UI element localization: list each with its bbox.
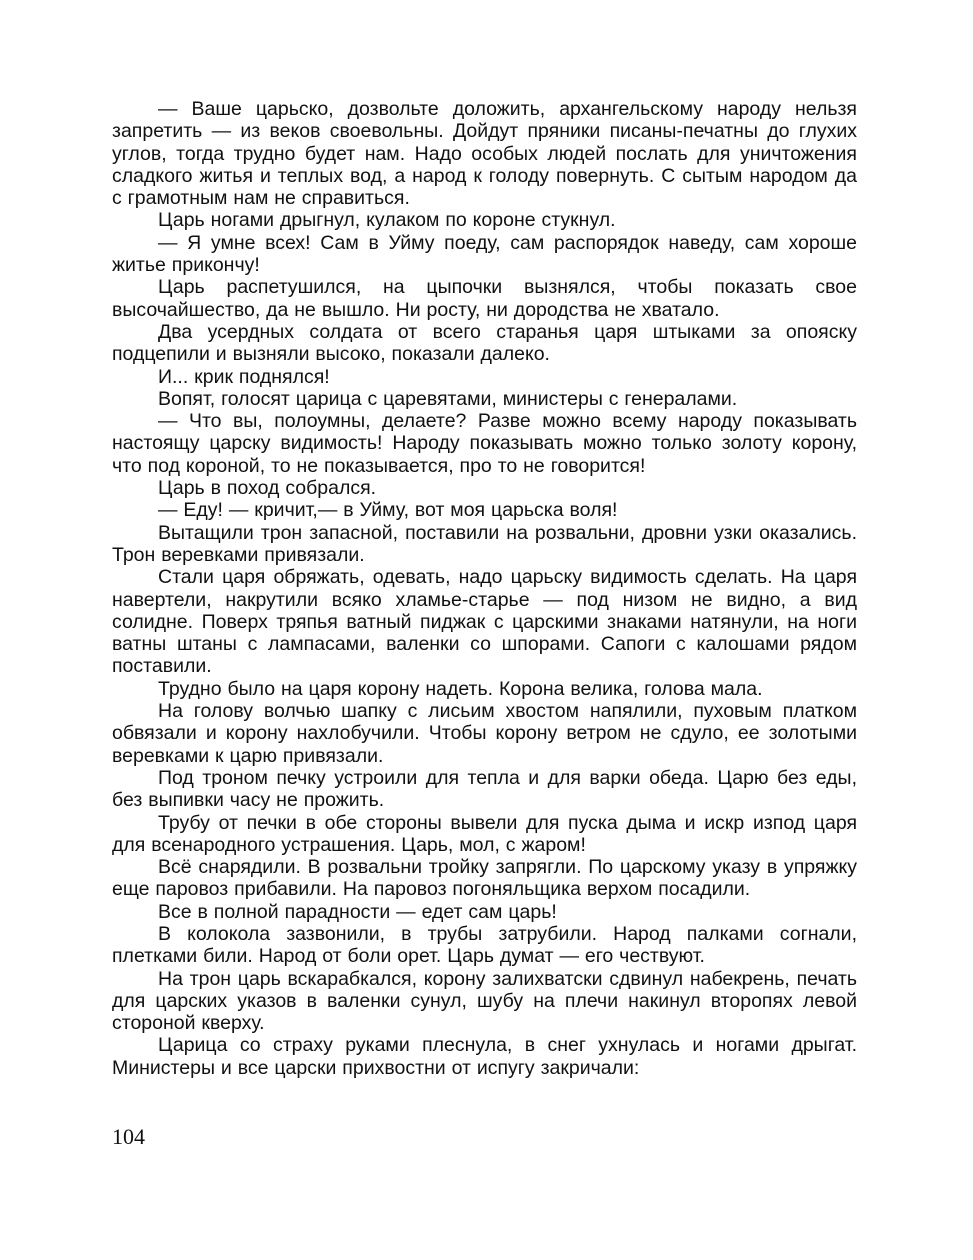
paragraph: Царь ногами дрыгнул, кулаком по короне стукнул. <box>158 209 616 232</box>
paragraph: Два усердных солдата от всего старанья царя штыками за опояску подцепили и вызняли высоко, показали далеко. <box>112 320 857 366</box>
paragraph: Царь в поход собрался. <box>158 477 377 500</box>
paragraph: Под троном печку устроили для тепла и для варки обеда. Царю без еды, без выпивки часу не прожить. <box>112 766 857 812</box>
paragraph: — Что вы, полоумны, делаете? Разве можно всему народу показывать настоящу царску видимость! Народу показывать можно только золоту корону, что под короной, то не показывается, про то не говорится! <box>112 410 857 477</box>
paragraph: — Я умне всех! Сам в Уйму поеду, сам распорядок наведу, сам хороше житье прикончу! <box>112 231 857 277</box>
paragraph: На голову волчью шапку с лисьим хвостом напялили, пуховым платком обвязали и корону нахлобучили. Чтобы корону ветром не сдуло, ее золотыми веревками к царю привязали. <box>112 700 857 767</box>
paragraph: И... крик поднялся! <box>158 365 330 388</box>
paragraph: Вытащили трон запасной, поставили на розвальни, дровни узки оказались. Трон веревками привязали. <box>112 521 857 566</box>
paragraph: Все в полной парадности — едет сам царь! <box>158 900 557 923</box>
paragraph: Царь распетушился, на цыпочки вызнялся, чтобы показать свое высочайшество, да не вышло. Ни росту, ни дородства не хватало. <box>112 276 857 321</box>
paragraph: Вопят, голосят царица с царевятами, министеры с генералами. <box>158 387 738 410</box>
paragraph: Царица со страху руками плеснула, в снег ухнулась и ногами дрыгат. Министеры и все царски прихвостни от испугу закричали: <box>112 1034 857 1079</box>
paragraph: Трудно было на царя корону надеть. Корона велика, голова мала. <box>158 677 763 700</box>
page-number: 104 <box>112 1124 145 1149</box>
paragraph: Трубу от печки в обе стороны вывели для пуска дыма и искр изпод царя для всенародного устрашения. Царь, мол, с жаром! <box>112 811 857 856</box>
paragraph: На трон царь вскарабкался, корону залихватски сдвинул набекрень, печать для царских указов в валенки сунул, шубу на плечи накинул второпях левой стороной кверху. <box>112 967 857 1035</box>
paragraph: — Еду! — кричит,— в Уйму, вот моя царьска воля! <box>158 499 618 522</box>
paragraph: — Ваше царьско, дозвольте доложить, архангельскому народу нельзя запретить — из веков своевольны. Дойдут пряники писаны-печатны до глухих углов, тогда трудно будет нам. Надо особых людей послать для уничтожения сладкого житья и теплых вод, а народ к голоду повернуть. С сытым народом да с грамотным нам не справиться. <box>112 98 857 210</box>
paragraph: В колокола зазвонили, в трубы затрубили. Народ палками согнали, плетками били. Народ от боли орет. Царь думат — его чествуют. <box>112 922 857 968</box>
paragraph: Всё снарядили. В розвальни тройку запрягли. По царскому указу в упряжку еще паровоз прибавили. На паровоз погоняльщика верхом посадили. <box>112 856 857 901</box>
page-body <box>112 98 857 1079</box>
paragraph: Стали царя обряжать, одевать, надо царьску видимость сделать. На царя навертели, накрутили всяко хламье-старье — под низом не видно, а вид солидне. Поверх тряпья ватный пиджак с царскими знаками натянули, на ноги ватны штаны с лампасами, валенки со шпорами. Сапоги с калошами рядом поставили. <box>112 566 857 678</box>
